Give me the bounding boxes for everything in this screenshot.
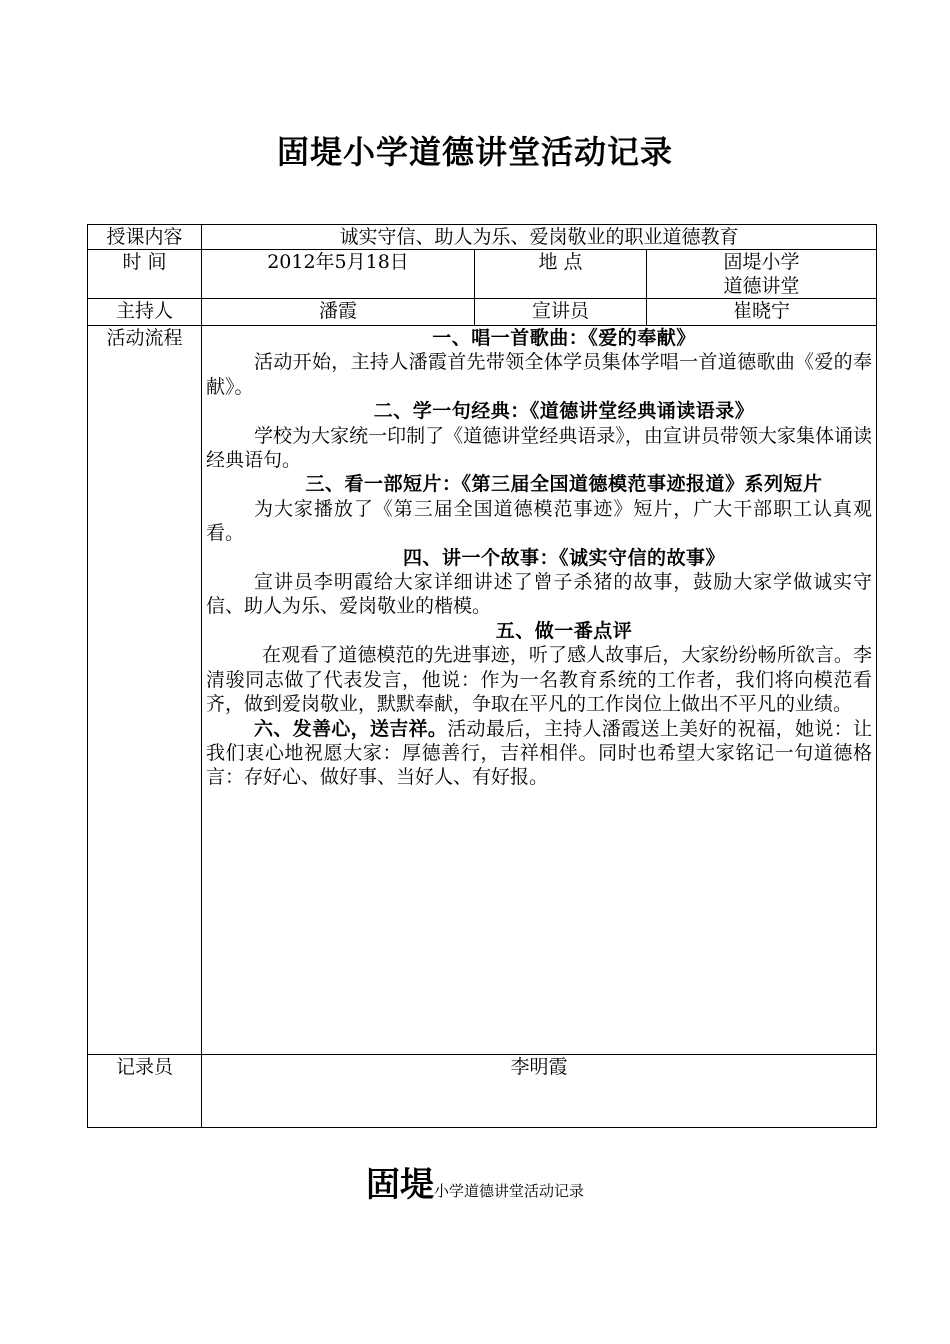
host-label: 主持人 xyxy=(88,299,202,326)
lesson-content-label: 授课内容 xyxy=(88,225,202,250)
footer-title-large: 固堤 xyxy=(365,1165,434,1205)
section-1-text: 活动开始，主持人潘霞首先带领全体学员集体学唱一首道德歌曲《爱的奉献》。 xyxy=(206,351,873,398)
lecturer-value: 崔晓宁 xyxy=(647,299,877,326)
section-6-text: 活动最后，主持人潘霞送上美好的祝福，她说：让我们衷心地祝愿大家：厚德善行，吉祥相伴。同时也希望大家铭记一句道德格言：存好心、做好事、当好人、有好报。 xyxy=(206,717,873,789)
place-label: 地 点 xyxy=(475,250,647,299)
recorder-label: 记录员 xyxy=(88,1055,202,1128)
section-1-heading: 一、唱一首歌曲：《爱的奉献》 xyxy=(432,327,696,349)
section-4-text: 宣讲员李明霞给大家详细讲述了曾子杀猪的故事，鼓励大家学做诚实守信、助人为乐、爱岗敬业的楷模。 xyxy=(206,571,873,618)
row-time-place xyxy=(88,250,877,299)
row-recorder xyxy=(88,1055,877,1128)
place-value xyxy=(647,250,877,299)
activity-flow-label: 活动流程 xyxy=(88,326,202,1055)
footer-title xyxy=(0,1157,950,1206)
lecturer-label: 宣讲员 xyxy=(475,299,647,326)
section-3-heading: 三、看一部短片：《第三届全国道德模范事迹报道》系列短片 xyxy=(305,473,823,496)
activity-flow-body xyxy=(202,326,877,1055)
time-value: 2012年5月18日 xyxy=(202,250,475,299)
place-value-line1: 固堤小学 xyxy=(723,251,800,273)
section-6-paragraph xyxy=(206,717,872,790)
section-2-text: 学校为大家统一印制了《道德讲堂经典语录》，由宣讲员带领大家集体诵读经典语句。 xyxy=(206,424,873,472)
row-host-lecturer xyxy=(88,299,877,326)
section-3-text: 为大家播放了《第三届全国道德模范事迹》短片，广大干部职工认真观看。 xyxy=(206,497,873,545)
recorder-value: 李明霞 xyxy=(202,1055,877,1128)
footer-title-small: 小学道德讲堂活动记录 xyxy=(433,1182,584,1200)
section-6-lead: 六、发善心，送吉祥。 xyxy=(254,717,448,740)
row-activity-flow xyxy=(88,326,877,1055)
section-5-heading: 五、做一番点评 xyxy=(495,619,633,642)
section-4-heading: 四、讲一个故事：《诚实守信的故事》 xyxy=(403,546,726,569)
lesson-content-value: 诚实守信、助人为乐、爱岗敬业的职业道德教育 xyxy=(202,225,877,250)
section-2-heading: 二、学一句经典：《道德讲堂经典诵读语录》 xyxy=(373,400,755,423)
time-label: 时 间 xyxy=(88,250,202,299)
section-5-text: 在观看了道德模范的先进事迹，听了感人故事后，大家纷纷畅所欲言。李清骏同志做了代表发言，他说：作为一名教育系统的工作者，我们将向模范看齐，做到爱岗敬业，默默奉献，争取在平凡的工作岗位上做出不平凡的业绩。 xyxy=(206,644,873,716)
row-lesson-content xyxy=(88,225,877,250)
activity-record-table xyxy=(87,224,877,1128)
host-value: 潘霞 xyxy=(202,299,475,326)
document-title: 固堤小学道德讲堂活动记录 xyxy=(276,133,673,171)
place-value-line2: 道德讲堂 xyxy=(723,275,800,297)
